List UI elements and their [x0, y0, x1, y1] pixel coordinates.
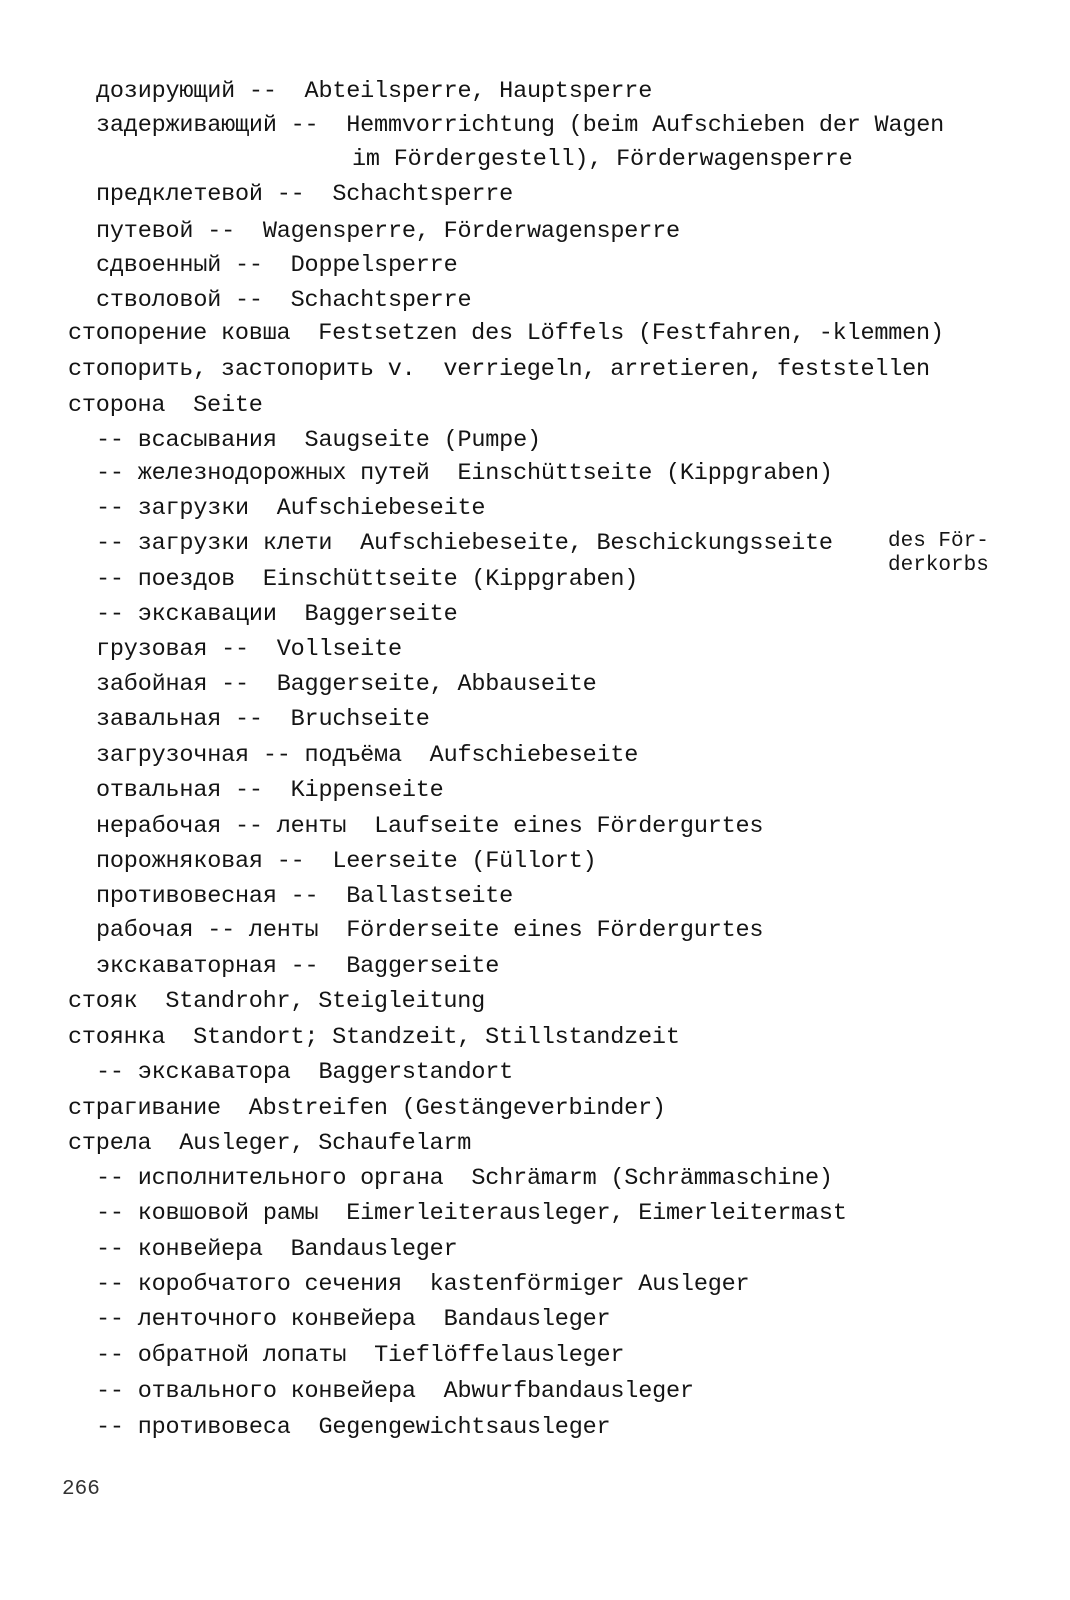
- entry-line: стрела Ausleger, Schaufelarm: [68, 1130, 472, 1157]
- entry-line: -- загрузки Aufschiebeseite: [96, 495, 486, 522]
- entry-line: забойная -- Baggerseite, Abbauseite: [96, 671, 597, 698]
- entry-line: -- ленточного конвейера Bandausleger: [96, 1306, 611, 1333]
- entry-line: экскаваторная -- Baggerseite: [96, 953, 500, 980]
- entry-line: -- железнодорожных путей Einschüttseite (Kippgraben): [96, 460, 833, 487]
- entry-line: -- ковшовой рамы Eimerleiterausleger, Eimerleitermast: [96, 1200, 847, 1227]
- entry-line: загрузочная -- подъёма Aufschiebeseite: [96, 742, 639, 769]
- entry-line: стопорение ковша Festsetzen des Löffels (Festfahren, -klemmen): [68, 320, 944, 347]
- page-number: 266: [62, 1478, 100, 1501]
- entry-line: рабочая -- ленты Förderseite eines Fördergurtes: [96, 917, 764, 944]
- entry-line: отвальная -- Kippenseite: [96, 777, 444, 804]
- entry-line: -- обратной лопаты Tieflöffelausleger: [96, 1342, 625, 1369]
- entry-line: -- отвального конвейера Abwurfbandausleger: [96, 1378, 694, 1405]
- entry-line: задерживающий -- Hemmvorrichtung (beim Aufschieben der Wagen: [96, 112, 945, 139]
- entry-line: нерабочая -- ленты Laufseite eines Fördergurtes: [96, 813, 764, 840]
- entry-line: стволовой -- Schachtsperre: [96, 287, 472, 314]
- entry-line: завальная -- Bruchseite: [96, 706, 430, 733]
- entry-line: -- противовеса Gegengewichtsausleger: [96, 1414, 611, 1441]
- entry-line: стопорить, застопорить v. verriegeln, arretieren, feststellen: [68, 356, 930, 383]
- entry-line: -- экскавации Baggerseite: [96, 601, 458, 628]
- entry-line: порожняковая -- Leerseite (Füllort): [96, 848, 597, 875]
- entry-line: сторона Seite: [68, 392, 263, 419]
- entry-line: -- экскаватора Baggerstandort: [96, 1059, 514, 1086]
- entry-line: -- исполнительного органа Schrämarm (Schrämmaschine): [96, 1165, 833, 1192]
- entry-line: предклетевой -- Schachtsperre: [96, 181, 514, 208]
- entry-line: сдвоенный -- Doppelsperre: [96, 252, 458, 279]
- entry-line: -- конвейера Bandausleger: [96, 1236, 458, 1263]
- entry-line: -- коробчатого сечения kastenförmiger Ausleger: [96, 1271, 750, 1298]
- entry-line: путевой -- Wagensperre, Förderwagensperre: [96, 218, 680, 245]
- entry-line: противовесная -- Ballastseite: [96, 883, 514, 910]
- entry-line: -- загрузки клети Aufschiebeseite, Beschickungsseite: [96, 530, 833, 557]
- entry-line: -- поездов Einschüttseite (Kippgraben): [96, 566, 639, 593]
- entry-continuation: im Fördergestell), Förderwagensperre: [352, 146, 853, 173]
- entry-line: стояк Standrohr, Steigleitung: [68, 988, 486, 1015]
- entry-line: стоянка Standort; Standzeit, Stillstandzeit: [68, 1024, 680, 1051]
- entry-line: -- всасывания Saugseite (Pumpe): [96, 427, 541, 454]
- side-note: des För- derkorbs: [888, 530, 989, 577]
- entry-line: страгивание Abstreifen (Gestängeverbinder): [68, 1095, 666, 1122]
- entry-line: дозирующий -- Abteilsperre, Hauptsperre: [96, 78, 653, 105]
- entry-line: грузовая -- Vollseite: [96, 636, 402, 663]
